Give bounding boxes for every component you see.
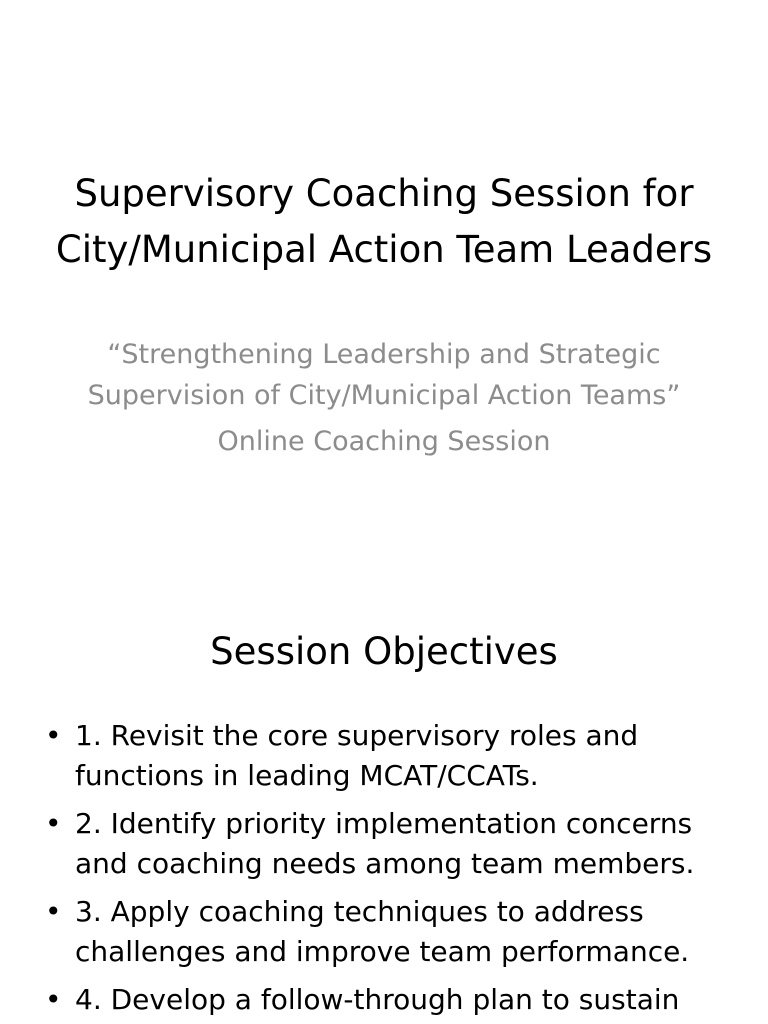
slide-objectives [0, 576, 768, 1024]
objectives-list [40, 716, 720, 1024]
subtitle-line: “Strengthening Leadership and Strategic Supervision of City/Municipal Action Teams” [87, 339, 681, 411]
bullet-icon: • [45, 895, 62, 928]
objective-text: 3. Apply coaching techniques to address challenges and improve team performance. [75, 895, 690, 968]
objective-item [40, 804, 720, 884]
bullet-icon: • [45, 719, 62, 752]
objective-item [40, 980, 720, 1020]
slide-title-heading: Supervisory Coaching Session for City/Municipal Action Team Leaders [55, 172, 713, 271]
objectives-heading: Session Objectives [210, 630, 558, 673]
objective-item [40, 716, 720, 796]
objective-item [40, 892, 720, 972]
bullet-icon: • [45, 983, 62, 1016]
objective-text: 1. Revisit the core supervisory roles and functions in leading MCAT/CCATs. [75, 719, 639, 792]
slide-subtitle [80, 334, 688, 462]
bullet-icon: • [45, 807, 62, 840]
subtitle-line: Online Coaching Session [217, 426, 551, 457]
objective-text: 4. Develop a follow-through plan to sustain [75, 983, 680, 1016]
objective-text: 2. Identify priority implementation concerns and coaching needs among team members. [75, 807, 695, 880]
